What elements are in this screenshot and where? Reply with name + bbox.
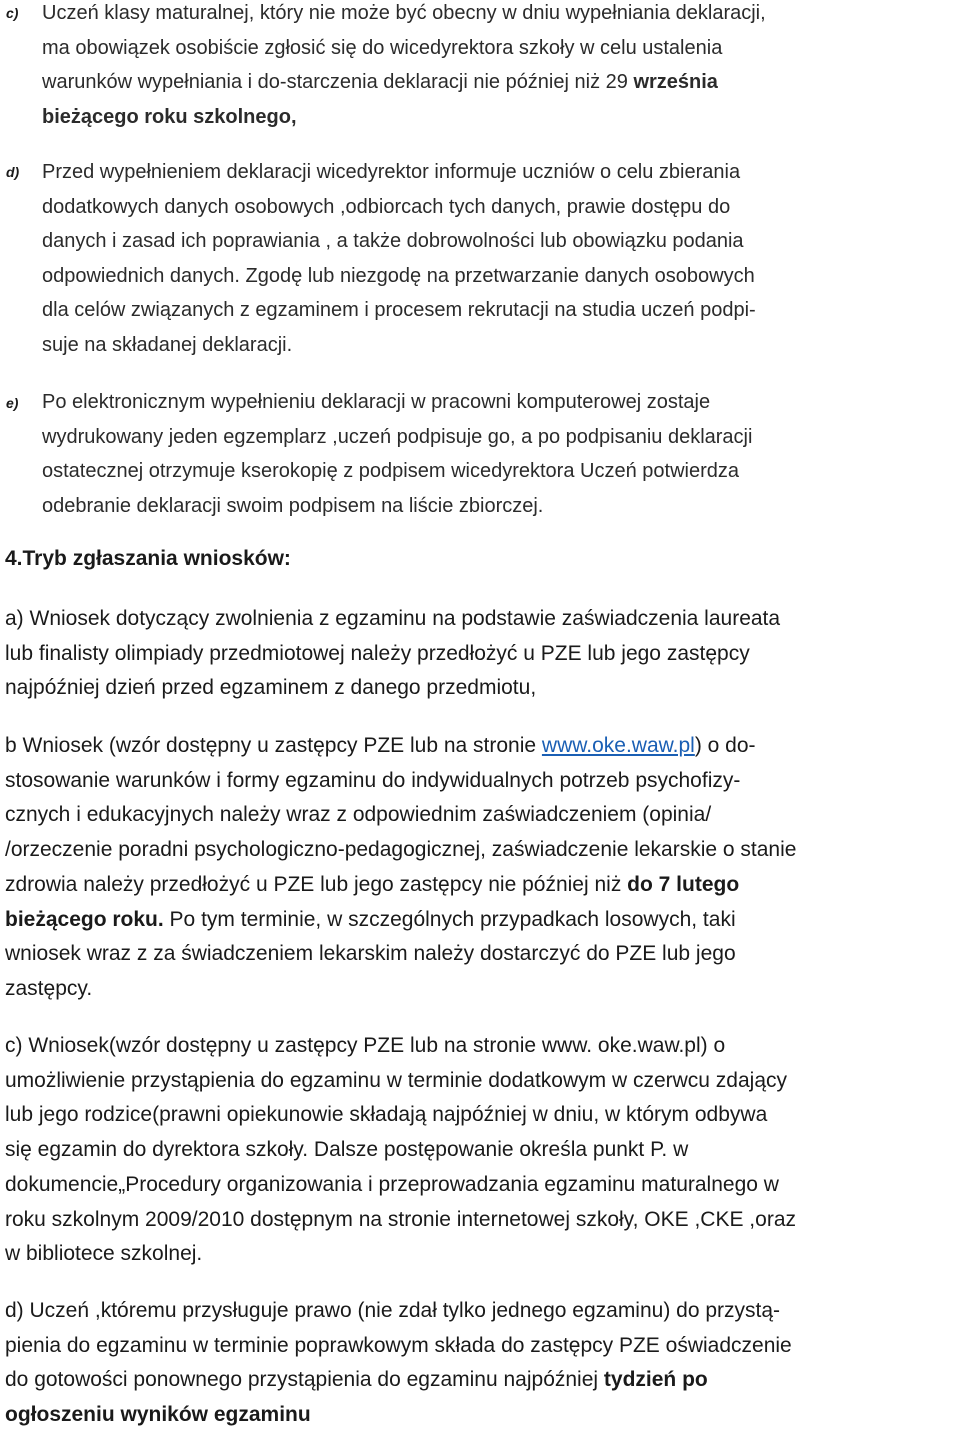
list-item-text bbox=[42, 0, 960, 134]
text-line: cznych i edukacyjnych należy wraz z odpowiednim zaświadczeniem (opinia/ bbox=[5, 803, 712, 827]
text-line: dokumencie„Procedury organizowania i przeprowadzania egzaminu maturalnego w bbox=[5, 1172, 779, 1196]
list-item-text bbox=[42, 155, 960, 362]
text-line: odpowiednich danych. Zgodę lub niezgodę na przetwarzanie danych osobowych bbox=[42, 264, 755, 287]
bold-date: września bbox=[633, 71, 718, 93]
text-line: Po elektronicznym wypełnieniu deklaracji w pracowni komputerowej zostaje bbox=[42, 391, 711, 413]
text-line: najpóźniej dzień przed egzaminem z danego przedmiotu, bbox=[5, 676, 537, 700]
text-line: c) Wniosek(wzór dostępny u zastępcy PZE lub na stronie www. oke.waw.pl) o bbox=[5, 1034, 726, 1057]
text-line: ostatecznej otrzymuje kserokopię z podpisem wicedyrektora Uczeń potwierdza bbox=[42, 460, 739, 482]
text-line: a) Wniosek dotyczący zwolnienia z egzaminu na podstawie zaświadczenia laureata bbox=[5, 607, 781, 630]
oke-website-link[interactable]: www.oke.waw.pl bbox=[541, 734, 695, 757]
text-line: dodatkowych danych osobowych ,odbiorcach tych danych, prawie dostępu do bbox=[42, 195, 731, 218]
text-line: w bibliotece szkolnej. bbox=[5, 1242, 203, 1266]
text-line: zdrowia należy przedłożyć u PZE lub jego zastępcy nie później niż do 7 lutego bbox=[5, 872, 740, 896]
text-line: ogłoszeniu wyników egzaminu bbox=[5, 1403, 311, 1427]
paragraph-b bbox=[5, 729, 960, 1007]
paragraph-c bbox=[5, 1029, 960, 1272]
text-line: suje na składanej deklaracji. bbox=[42, 333, 293, 356]
text-line: lub finalisty olimpiady przedmiotowej należy przedłożyć u PZE lub jego zastępcy bbox=[5, 641, 750, 665]
list-marker: e) bbox=[6, 395, 19, 411]
text-line: wydrukowany jeden egzemplarz ,uczeń podpisuje go, a po podpisaniu deklaracji bbox=[42, 425, 753, 448]
text-line: roku szkolnym 2009/2010 dostępnym na stronie internetowej szkoły, OKE ,CKE ,oraz bbox=[5, 1207, 796, 1231]
text-line: się egzamin do dyrektora szkoły. Dalsze postępowanie określa punkt P. w bbox=[5, 1138, 689, 1162]
bold-deadline: bieżącego roku. bbox=[5, 907, 164, 931]
text-line: danych i zasad ich poprawiania , a także dobrowolności lub obowiązku podania bbox=[42, 230, 744, 252]
text-line: /orzeczenie poradni psychologiczno-pedagogicznej, zaświadczenie lekarskie o stanie bbox=[5, 838, 797, 862]
section-heading: 4.Tryb zgłaszania wniosków: bbox=[5, 547, 291, 570]
text-line: dla celów związanych z egzaminem i procesem rekrutacji na studia uczeń podpi- bbox=[42, 299, 756, 321]
text-line: umożliwienie przystąpienia do egzaminu w terminie dodatkowym w czerwcu zdający bbox=[5, 1068, 788, 1092]
text-line: stosowanie warunków i formy egzaminu do indywidualnych potrzeb psychofizy- bbox=[5, 768, 741, 792]
text-line: lub jego rodzice(prawni opiekunowie składają najpóźniej w dniu, w którym odbywa bbox=[5, 1103, 768, 1127]
text-line: wniosek wraz z za świadczeniem lekarskim należy dostarczyć do PZE lub jego bbox=[5, 942, 736, 966]
bold-deadline: do 7 lutego bbox=[627, 872, 740, 896]
bold-deadline: tydzień po bbox=[603, 1368, 708, 1392]
text-line: pienia do egzaminu w terminie poprawkowym składa do zastępcy PZE oświadczenie bbox=[5, 1333, 792, 1357]
text-line: odebranie deklaracji swoim podpisem na liście zbiorczej. bbox=[42, 494, 544, 517]
text-line: ma obowiązek osobiście zgłosić się do wicedyrektora szkoły w celu ustalenia bbox=[42, 36, 723, 59]
text-line: warunków wypełniania i do-starczenia deklaracji nie później niż 29 września bbox=[42, 71, 718, 93]
list-marker: d) bbox=[6, 164, 20, 180]
text-line: Przed wypełnieniem deklaracji wicedyrektor informuje uczniów o celu zbierania bbox=[42, 161, 741, 183]
text-line: Uczeń klasy maturalnej, który nie może być obecny w dniu wypełniania deklaracji, bbox=[42, 2, 766, 24]
text-line: bieżącego roku. Po tym terminie, w szczególnych przypadkach losowych, taki bbox=[5, 907, 736, 931]
list-marker: c) bbox=[6, 5, 19, 21]
text-line: b Wniosek (wzór dostępny u zastępcy PZE lub na stronie www.oke.waw.pl) o do- bbox=[5, 734, 756, 757]
text-line: bieżącego roku szkolnego, bbox=[42, 105, 297, 128]
text-line: do gotowości ponownego przystąpienia do egzaminu najpóźniej tydzień po bbox=[5, 1368, 708, 1392]
paragraph-a bbox=[5, 602, 960, 706]
paragraph-d bbox=[5, 1294, 960, 1433]
text-line: d) Uczeń ,któremu przysługuje prawo (nie zdał tylko jednego egzaminu) do przystą- bbox=[5, 1299, 781, 1322]
text-line: zastępcy. bbox=[5, 976, 93, 1000]
list-item-text bbox=[42, 385, 960, 523]
